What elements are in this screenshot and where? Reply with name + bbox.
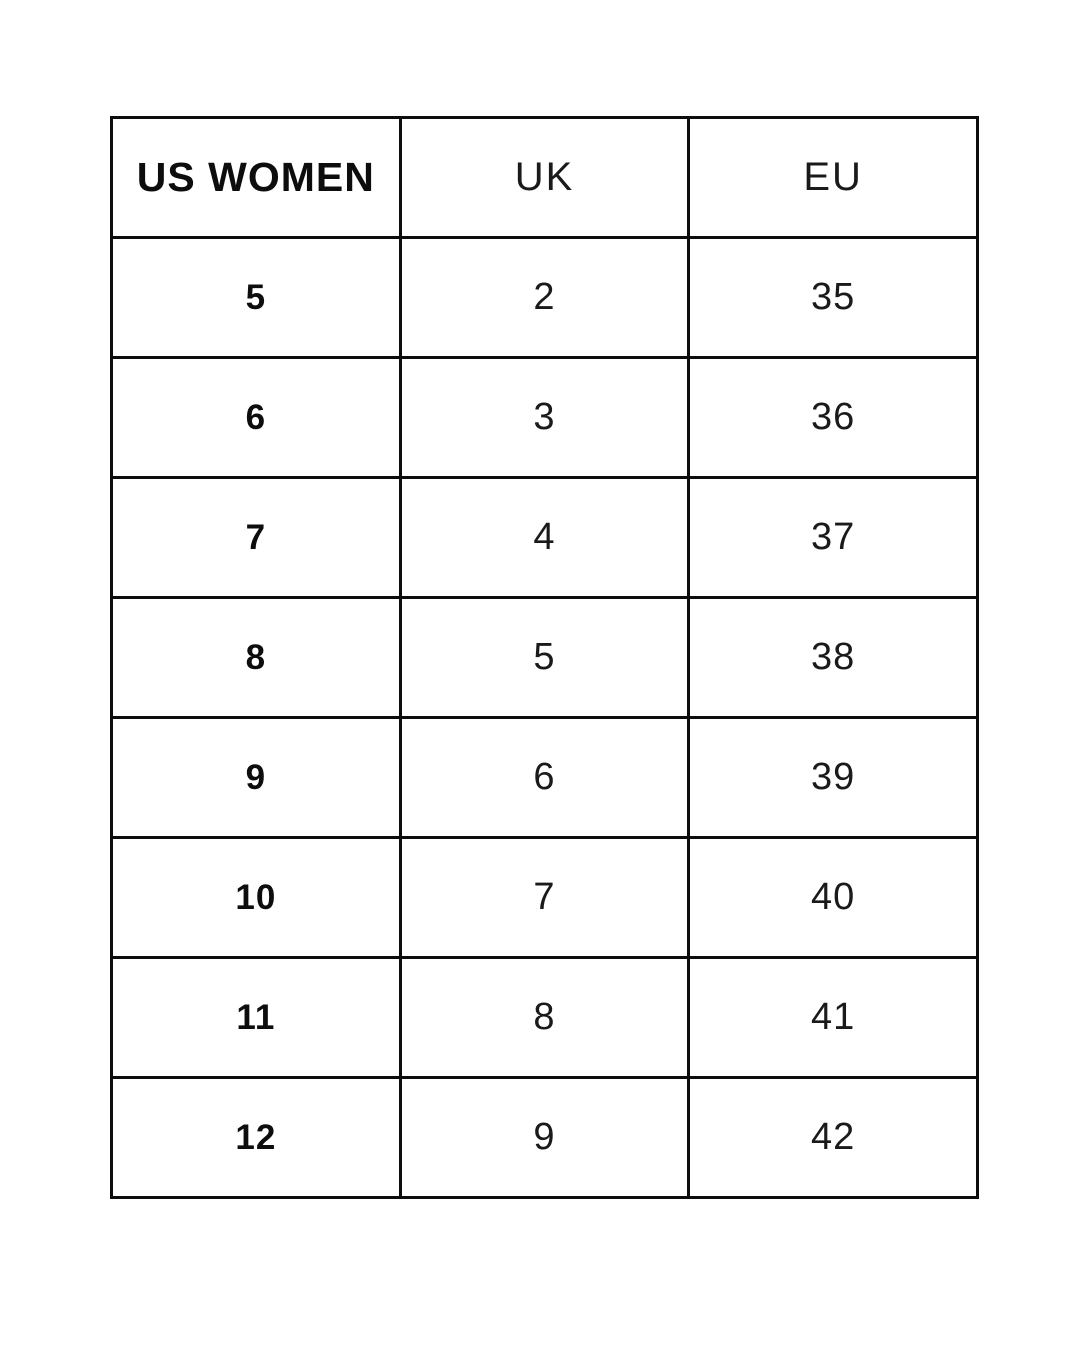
column-header-eu: EU: [689, 118, 978, 238]
table-cell-uk: 3: [400, 358, 689, 478]
table-row: [112, 838, 978, 958]
table-header: [112, 118, 978, 238]
table-cell-uk: 5: [400, 598, 689, 718]
column-header-uk: UK: [400, 118, 689, 238]
table-row: [112, 598, 978, 718]
table-cell-eu: 39: [689, 718, 978, 838]
table-cell-uk: 6: [400, 718, 689, 838]
table-cell-us-women: 9: [112, 718, 401, 838]
table-cell-us-women: 7: [112, 478, 401, 598]
table-row: [112, 958, 978, 1078]
table-cell-uk: 7: [400, 838, 689, 958]
header-row: [112, 118, 978, 238]
table-row: [112, 478, 978, 598]
column-header-us-women: US WOMEN: [112, 118, 401, 238]
size-conversion-table: [110, 116, 979, 1199]
table-row: [112, 238, 978, 358]
table-row: [112, 358, 978, 478]
table-cell-eu: 36: [689, 358, 978, 478]
table-cell-eu: 40: [689, 838, 978, 958]
table-cell-uk: 4: [400, 478, 689, 598]
table-cell-eu: 35: [689, 238, 978, 358]
table-cell-eu: 41: [689, 958, 978, 1078]
table-cell-uk: 8: [400, 958, 689, 1078]
table-cell-uk: 9: [400, 1078, 689, 1198]
table-cell-eu: 37: [689, 478, 978, 598]
table-cell-eu: 38: [689, 598, 978, 718]
table-row: [112, 718, 978, 838]
table-cell-us-women: 6: [112, 358, 401, 478]
table-cell-us-women: 10: [112, 838, 401, 958]
table-cell-eu: 42: [689, 1078, 978, 1198]
table-cell-us-women: 5: [112, 238, 401, 358]
table-cell-us-women: 8: [112, 598, 401, 718]
table-row: [112, 1078, 978, 1198]
table-cell-uk: 2: [400, 238, 689, 358]
table-cell-us-women: 11: [112, 958, 401, 1078]
table-body: [112, 238, 978, 1198]
table-cell-us-women: 12: [112, 1078, 401, 1198]
